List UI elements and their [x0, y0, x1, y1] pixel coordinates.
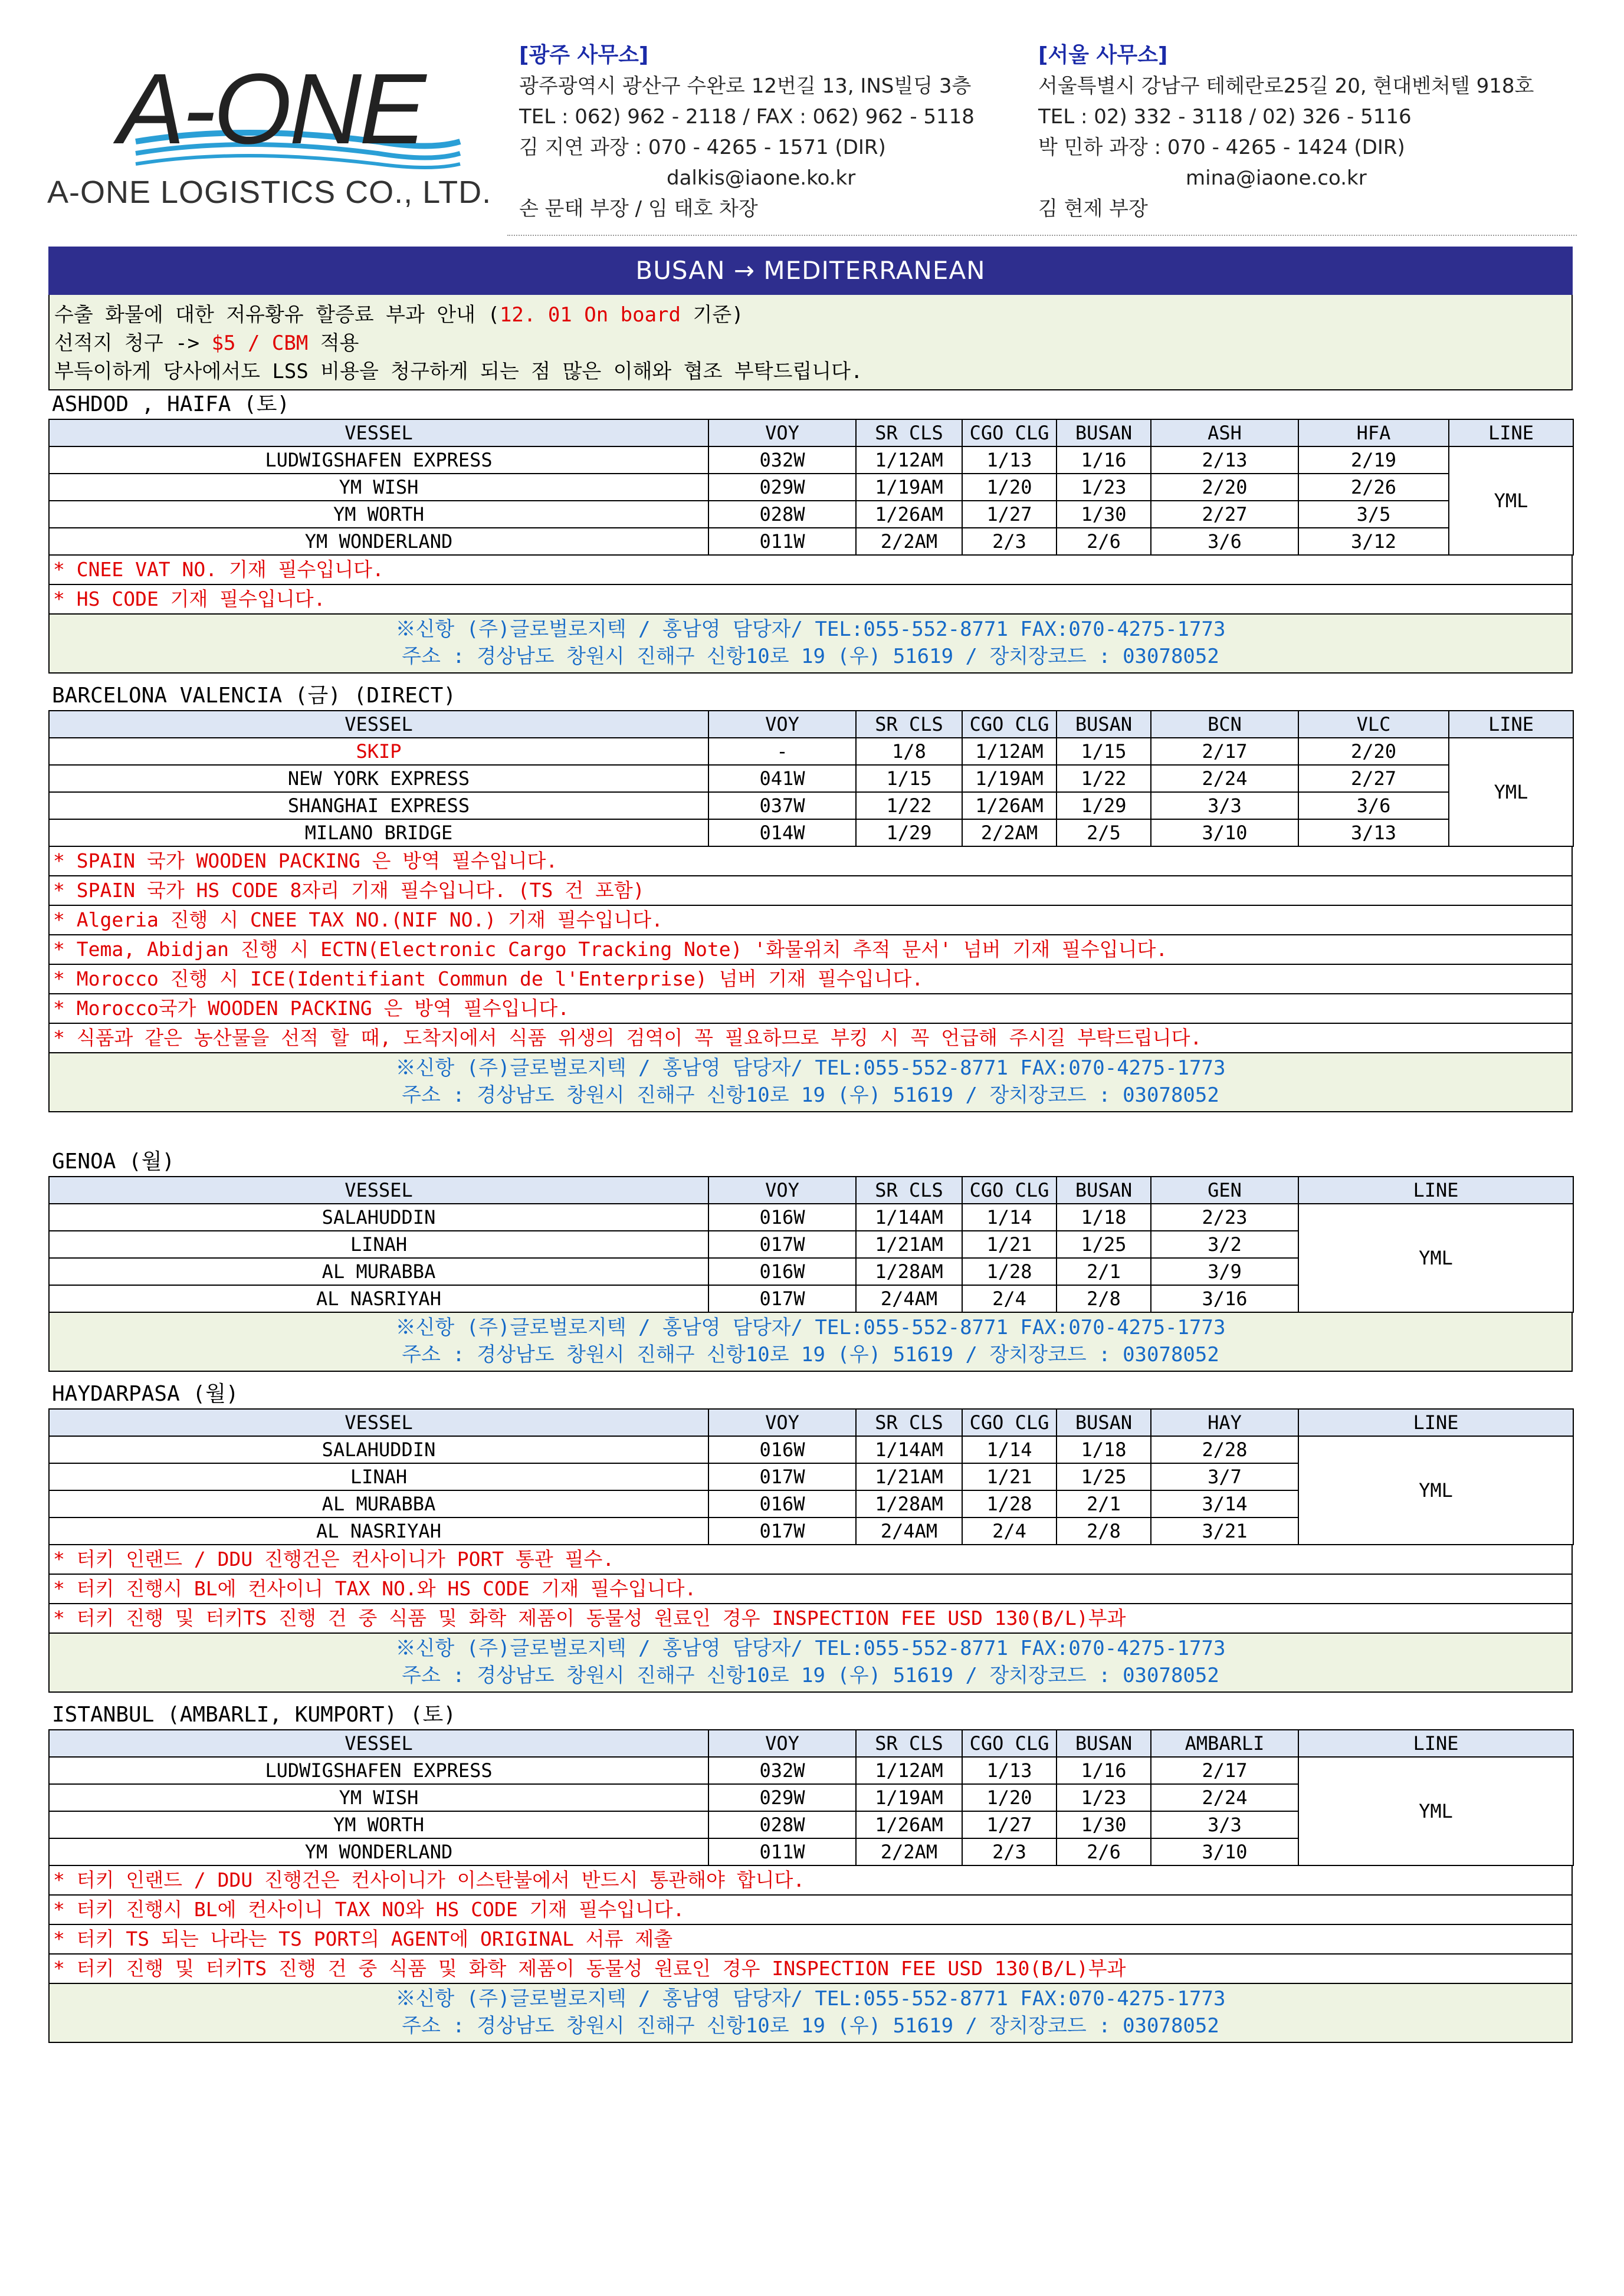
vlc-cell: 3/13	[1298, 819, 1449, 846]
note-row: * Morocco 진행 시 ICE(Identifiant Commun de l'Enterprise) 넘버 기재 필수입니다.	[48, 965, 1573, 994]
col-header: BUSAN	[1057, 419, 1151, 446]
sr-cls-cell: 1/19AM	[856, 474, 962, 501]
schedule-table	[48, 1176, 1574, 1313]
office-address: 서울특별시 강남구 테헤란로25길 20, 현대벤처텔 918호	[1038, 74, 1534, 98]
busan-cell: 1/30	[1057, 1811, 1151, 1838]
note-row: * Morocco국가 WOODEN PACKING 은 방역 필수입니다.	[48, 994, 1573, 1024]
busan-cell: 2/8	[1057, 1285, 1151, 1312]
col-header: CGO CLG	[962, 419, 1057, 446]
voy-cell: 017W	[708, 1231, 856, 1258]
cgo-clg-cell: 1/12AM	[962, 738, 1057, 765]
col-header: SR CLS	[856, 1409, 962, 1436]
ambarli-cell: 3/10	[1151, 1838, 1298, 1865]
contact-line-2: 주소 : 경상남도 창원시 진해구 신항10로 19 (우) 51619 / 장치장코드 : 03078052	[402, 1083, 1219, 1107]
gen-cell: 3/9	[1151, 1258, 1298, 1285]
busan-cell: 1/25	[1057, 1463, 1151, 1490]
cgo-clg-cell: 2/3	[962, 1838, 1057, 1865]
col-header: VOY	[708, 419, 856, 446]
busan-cell: 1/29	[1057, 792, 1151, 819]
note-row: * SPAIN 국가 WOODEN PACKING 은 방역 필수입니다.	[48, 847, 1573, 876]
seoul-office	[1038, 40, 1534, 224]
note-row: * 터키 진행 및 터키TS 진행 건 중 식품 및 화학 제품이 동물성 원료인 경우 INSPECTION FEE USD 130(B/L)부과	[48, 1604, 1573, 1634]
sr-cls-cell: 2/4AM	[856, 1517, 962, 1545]
contact-box	[48, 1313, 1573, 1372]
busan-cell: 1/16	[1057, 1757, 1151, 1784]
cgo-clg-cell: 1/20	[962, 1784, 1057, 1811]
voy-cell: 016W	[708, 1258, 856, 1285]
contact-box	[48, 1634, 1573, 1693]
sr-cls-cell: 1/22	[856, 792, 962, 819]
hfa-cell: 3/5	[1298, 501, 1449, 528]
cgo-clg-cell: 2/2AM	[962, 819, 1057, 846]
logo-subtitle: A-ONE LOGISTICS CO., LTD.	[47, 175, 492, 210]
vessel-cell: MILANO BRIDGE	[49, 819, 708, 846]
busan-cell: 1/22	[1057, 765, 1151, 792]
cgo-clg-cell: 1/21	[962, 1463, 1057, 1490]
vessel-cell: AL NASRIYAH	[49, 1517, 708, 1545]
letterhead	[0, 0, 1624, 242]
sr-cls-cell: 1/14AM	[856, 1204, 962, 1231]
vessel-cell: AL MURABBA	[49, 1258, 708, 1285]
cgo-clg-cell: 2/4	[962, 1517, 1057, 1545]
sr-cls-cell: 1/19AM	[856, 1784, 962, 1811]
contact-line-1: ※신항 (주)글로벌로지텍 / 홍남영 담당자/ TEL:055-552-8771 FAX:070-4275-1773	[395, 1056, 1226, 1080]
note-row: * 터키 진행시 BL에 컨사이니 TAX NO.와 HS CODE 기재 필수입니다.	[48, 1575, 1573, 1604]
header-divider	[507, 235, 1577, 236]
section-title: GENOA (월)	[52, 1149, 175, 1174]
col-header: BUSAN	[1057, 1177, 1151, 1204]
cgo-clg-cell: 1/19AM	[962, 765, 1057, 792]
contact-box	[48, 615, 1573, 674]
sr-cls-cell: 1/12AM	[856, 1757, 962, 1784]
vessel-cell: LINAH	[49, 1231, 708, 1258]
sr-cls-cell: 1/26AM	[856, 501, 962, 528]
busan-cell: 2/8	[1057, 1517, 1151, 1545]
voy-cell: 017W	[708, 1517, 856, 1545]
note-row: * 터키 진행시 BL에 컨사이니 TAX NO와 HS CODE 기재 필수입니다.	[48, 1896, 1573, 1925]
table-row	[49, 765, 1573, 792]
note-row: * 터키 TS 되는 나라는 TS PORT의 AGENT에 ORIGINAL 서류 제출	[48, 1925, 1573, 1955]
cgo-clg-cell: 1/20	[962, 474, 1057, 501]
schedule-table	[48, 419, 1574, 556]
cgo-clg-cell: 1/27	[962, 501, 1057, 528]
voy-cell: 028W	[708, 1811, 856, 1838]
cgo-clg-cell: 1/13	[962, 1757, 1057, 1784]
logo-title: A-ONE	[118, 53, 424, 165]
contact-line-1: ※신항 (주)글로벌로지텍 / 홍남영 담당자/ TEL:055-552-8771 FAX:070-4275-1773	[395, 1987, 1226, 2011]
schedule-table	[48, 710, 1574, 847]
col-header: ASH	[1151, 419, 1298, 446]
sr-cls-cell: 1/21AM	[856, 1231, 962, 1258]
vessel-cell: SKIP	[49, 738, 708, 765]
section-barcelona-valencia	[48, 682, 1573, 1112]
lss-notice	[48, 295, 1573, 390]
bcn-cell: 3/3	[1151, 792, 1298, 819]
hay-cell: 3/7	[1151, 1463, 1298, 1490]
cgo-clg-cell: 1/27	[962, 1811, 1057, 1838]
col-header: VOY	[708, 1409, 856, 1436]
col-header: BUSAN	[1057, 1730, 1151, 1757]
cgo-clg-cell: 1/13	[962, 446, 1057, 474]
schedule-table	[48, 1408, 1574, 1545]
vessel-cell: YM WORTH	[49, 501, 708, 528]
col-header: BUSAN	[1057, 1409, 1151, 1436]
section-ashdod-haifa	[48, 390, 1573, 674]
voy-cell: 032W	[708, 446, 856, 474]
note-row: * 식품과 같은 농산물을 선적 할 때, 도착지에서 식품 위생의 검역이 꼭 필요하므로 부킹 시 꼭 언급해 주시길 부탁드립니다.	[48, 1024, 1573, 1053]
voy-cell: 017W	[708, 1463, 856, 1490]
voy-cell: 011W	[708, 528, 856, 555]
vlc-cell: 3/6	[1298, 792, 1449, 819]
contact-line-2: 주소 : 경상남도 창원시 진해구 신항10로 19 (우) 51619 / 장치장코드 : 03078052	[402, 2014, 1219, 2038]
sr-cls-cell: 1/28AM	[856, 1258, 962, 1285]
vessel-cell: SHANGHAI EXPRESS	[49, 792, 708, 819]
col-header: VESSEL	[49, 1177, 708, 1204]
ambarli-cell: 3/3	[1151, 1811, 1298, 1838]
col-header: LINE	[1449, 711, 1573, 738]
sr-cls-cell: 1/26AM	[856, 1811, 962, 1838]
ash-cell: 2/13	[1151, 446, 1298, 474]
col-header: LINE	[1298, 1730, 1573, 1757]
contact-line-1: ※신항 (주)글로벌로지텍 / 홍남영 담당자/ TEL:055-552-8771 FAX:070-4275-1773	[395, 1637, 1226, 1660]
voy-cell: 014W	[708, 819, 856, 846]
vlc-cell: 2/27	[1298, 765, 1449, 792]
contact-box	[48, 1053, 1573, 1112]
line-cell: YML	[1298, 1204, 1573, 1312]
hay-cell: 3/14	[1151, 1490, 1298, 1517]
col-header: VESSEL	[49, 1730, 708, 1757]
gen-cell: 3/16	[1151, 1285, 1298, 1312]
col-header: VOY	[708, 1177, 856, 1204]
table-row	[49, 819, 1573, 846]
office-staff: 김 현제 부장	[1038, 197, 1148, 221]
vessel-cell: SALAHUDDIN	[49, 1436, 708, 1463]
contact-line-2: 주소 : 경상남도 창원시 진해구 신항10로 19 (우) 51619 / 장치장코드 : 03078052	[402, 1664, 1219, 1687]
vessel-cell: SALAHUDDIN	[49, 1204, 708, 1231]
vessel-cell: NEW YORK EXPRESS	[49, 765, 708, 792]
section-title: ISTANBUL (AMBARLI, KUMPORT) (토)	[52, 1703, 456, 1727]
office-title: [광주 사무소]	[519, 43, 649, 67]
vessel-cell: LUDWIGSHAFEN EXPRESS	[49, 446, 708, 474]
contact-line-1: ※신항 (주)글로벌로지텍 / 홍남영 담당자/ TEL:055-552-8771 FAX:070-4275-1773	[395, 1316, 1226, 1339]
note-row: * CNEE VAT NO. 기재 필수입니다.	[48, 556, 1573, 585]
line-cell: YML	[1298, 1436, 1573, 1545]
ambarli-cell: 2/24	[1151, 1784, 1298, 1811]
table-row	[49, 738, 1573, 765]
col-header: AMBARLI	[1151, 1730, 1298, 1757]
sr-cls-cell: 1/15	[856, 765, 962, 792]
vessel-cell: YM WISH	[49, 474, 708, 501]
bcn-cell: 2/17	[1151, 738, 1298, 765]
section-istanbul	[48, 1701, 1573, 2043]
busan-cell: 2/5	[1057, 819, 1151, 846]
sr-cls-cell: 1/12AM	[856, 446, 962, 474]
busan-cell: 1/25	[1057, 1231, 1151, 1258]
vessel-cell: AL NASRIYAH	[49, 1285, 708, 1312]
contact-box	[48, 1984, 1573, 2043]
office-manager: 박 민하 과장 : 070 - 4265 - 1424 (DIR)	[1038, 136, 1405, 159]
section-haydarpasa	[48, 1380, 1573, 1693]
voy-cell: 029W	[708, 474, 856, 501]
col-header: LINE	[1449, 419, 1573, 446]
section-title: BARCELONA VALENCIA (금) (DIRECT)	[52, 684, 456, 708]
busan-cell: 1/23	[1057, 474, 1151, 501]
sr-cls-cell: 2/4AM	[856, 1285, 962, 1312]
table-row	[49, 1757, 1573, 1784]
col-header: VOY	[708, 1730, 856, 1757]
cgo-clg-cell: 1/14	[962, 1204, 1057, 1231]
sr-cls-cell: 2/2AM	[856, 528, 962, 555]
vessel-cell: YM WONDERLAND	[49, 1838, 708, 1865]
bcn-cell: 2/24	[1151, 765, 1298, 792]
voy-cell: 016W	[708, 1436, 856, 1463]
hfa-cell: 3/12	[1298, 528, 1449, 555]
col-header: VLC	[1298, 711, 1449, 738]
busan-cell: 2/1	[1057, 1258, 1151, 1285]
col-header: VOY	[708, 711, 856, 738]
voy-cell: 011W	[708, 1838, 856, 1865]
vlc-cell: 2/20	[1298, 738, 1449, 765]
sr-cls-cell: 1/14AM	[856, 1436, 962, 1463]
office-staff: 손 문태 부장 / 임 태호 차장	[519, 197, 758, 221]
vessel-cell: LUDWIGSHAFEN EXPRESS	[49, 1757, 708, 1784]
section-title: ASHDOD , HAIFA (토)	[52, 392, 290, 416]
col-header: VESSEL	[49, 1409, 708, 1436]
ambarli-cell: 2/17	[1151, 1757, 1298, 1784]
note-row: * 터키 인랜드 / DDU 진행건은 컨사이니가 PORT 통관 필수.	[48, 1545, 1573, 1575]
sr-cls-cell: 1/28AM	[856, 1490, 962, 1517]
office-tel: TEL : 062) 962 - 2118 / FAX : 062) 962 - 5118	[519, 105, 975, 129]
col-header: LINE	[1298, 1409, 1573, 1436]
col-header: SR CLS	[856, 1177, 962, 1204]
table-header-row	[49, 711, 1573, 738]
voy-cell: 029W	[708, 1784, 856, 1811]
table-header-row	[49, 419, 1573, 446]
schedule-table	[48, 1729, 1574, 1866]
voy-cell: 041W	[708, 765, 856, 792]
office-email[interactable]: dalkis@iaone.ko.kr	[667, 166, 856, 190]
voy-cell: 028W	[708, 501, 856, 528]
busan-cell: 2/6	[1057, 528, 1151, 555]
hfa-cell: 2/26	[1298, 474, 1449, 501]
vessel-cell: YM WORTH	[49, 1811, 708, 1838]
busan-cell: 1/18	[1057, 1436, 1151, 1463]
note-row: * Algeria 진행 시 CNEE TAX NO.(NIF NO.) 기재 필수입니다.	[48, 906, 1573, 935]
voy-cell: 017W	[708, 1285, 856, 1312]
col-header: HFA	[1298, 419, 1449, 446]
table-row	[49, 1436, 1573, 1463]
hay-cell: 2/28	[1151, 1436, 1298, 1463]
route-banner: BUSAN → MEDITERRANEAN	[48, 247, 1573, 295]
col-header: CGO CLG	[962, 711, 1057, 738]
ash-cell: 2/20	[1151, 474, 1298, 501]
gen-cell: 3/2	[1151, 1231, 1298, 1258]
office-address: 광주광역시 광산구 수완로 12번길 13, INS빌딩 3층	[519, 74, 972, 98]
notice-line-1: 수출 화물에 대한 저유황유 할증료 부과 안내 (12. 01 On board 기준)	[54, 303, 744, 327]
col-header: CGO CLG	[962, 1177, 1057, 1204]
ash-cell: 3/6	[1151, 528, 1298, 555]
line-cell: YML	[1298, 1757, 1573, 1865]
note-row: * 터키 인랜드 / DDU 진행건은 컨사이니가 이스탄불에서 반드시 통관해야 합니다.	[48, 1866, 1573, 1896]
contact-line-2: 주소 : 경상남도 창원시 진해구 신항10로 19 (우) 51619 / 장치장코드 : 03078052	[402, 1343, 1219, 1367]
sr-cls-cell: 2/2AM	[856, 1838, 962, 1865]
line-cell: YML	[1449, 446, 1573, 555]
vessel-cell: LINAH	[49, 1463, 708, 1490]
col-header: VESSEL	[49, 711, 708, 738]
vessel-cell: YM WISH	[49, 1784, 708, 1811]
col-header: BCN	[1151, 711, 1298, 738]
contact-line-2: 주소 : 경상남도 창원시 진해구 신항10로 19 (우) 51619 / 장치장코드 : 03078052	[402, 645, 1219, 668]
busan-cell: 2/6	[1057, 1838, 1151, 1865]
voy-cell: -	[708, 738, 856, 765]
cgo-clg-cell: 1/14	[962, 1436, 1057, 1463]
voy-cell: 037W	[708, 792, 856, 819]
col-header: LINE	[1298, 1177, 1573, 1204]
table-header-row	[49, 1730, 1573, 1757]
table-row	[49, 474, 1573, 501]
table-row	[49, 501, 1573, 528]
col-header: HAY	[1151, 1409, 1298, 1436]
busan-cell: 1/18	[1057, 1204, 1151, 1231]
contact-line-1: ※신항 (주)글로벌로지텍 / 홍남영 담당자/ TEL:055-552-8771 FAX:070-4275-1773	[395, 617, 1226, 641]
sr-cls-cell: 1/8	[856, 738, 962, 765]
busan-cell: 1/30	[1057, 501, 1151, 528]
cgo-clg-cell: 1/26AM	[962, 792, 1057, 819]
line-cell: YML	[1449, 738, 1573, 846]
note-row: * SPAIN 국가 HS CODE 8자리 기재 필수입니다. (TS 건 포함)	[48, 876, 1573, 906]
col-header: SR CLS	[856, 711, 962, 738]
office-tel: TEL : 02) 332 - 3118 / 02) 326 - 5116	[1038, 105, 1412, 129]
office-manager: 김 지연 과장 : 070 - 4265 - 1571 (DIR)	[519, 136, 886, 159]
col-header: SR CLS	[856, 419, 962, 446]
busan-cell: 2/1	[1057, 1490, 1151, 1517]
notice-line-2: 선적지 청구 -> $5 / CBM 적용	[54, 331, 359, 355]
busan-cell: 1/23	[1057, 1784, 1151, 1811]
busan-cell: 1/15	[1057, 738, 1151, 765]
voy-cell: 032W	[708, 1757, 856, 1784]
table-header-row	[49, 1177, 1573, 1204]
busan-cell: 1/16	[1057, 446, 1151, 474]
schedule-content	[48, 295, 1573, 2043]
table-row	[49, 1204, 1573, 1231]
col-header: CGO CLG	[962, 1730, 1057, 1757]
sr-cls-cell: 1/29	[856, 819, 962, 846]
table-header-row	[49, 1409, 1573, 1436]
cgo-clg-cell: 1/21	[962, 1231, 1057, 1258]
col-header: SR CLS	[856, 1730, 962, 1757]
col-header: VESSEL	[49, 419, 708, 446]
ash-cell: 2/27	[1151, 501, 1298, 528]
table-row	[49, 792, 1573, 819]
col-header: CGO CLG	[962, 1409, 1057, 1436]
voy-cell: 016W	[708, 1490, 856, 1517]
table-row	[49, 446, 1573, 474]
gen-cell: 2/23	[1151, 1204, 1298, 1231]
sr-cls-cell: 1/21AM	[856, 1463, 962, 1490]
office-email[interactable]: mina@iaone.co.kr	[1186, 166, 1367, 190]
voy-cell: 016W	[708, 1204, 856, 1231]
notice-line-3: 부득이하게 당사에서도 LSS 비용을 청구하게 되는 점 많은 이해와 협조 부탁드립니다.	[54, 360, 863, 383]
section-title: HAYDARPASA (월)	[52, 1382, 239, 1406]
office-title: [서울 사무소]	[1038, 43, 1168, 67]
note-row: * Tema, Abidjan 진행 시 ECTN(Electronic Cargo Tracking Note) '화물위치 추적 문서' 넘버 기재 필수입니다.	[48, 935, 1573, 965]
cgo-clg-cell: 2/3	[962, 528, 1057, 555]
section-genoa	[48, 1148, 1573, 1372]
vessel-cell: AL MURABBA	[49, 1490, 708, 1517]
vessel-cell: YM WONDERLAND	[49, 528, 708, 555]
bcn-cell: 3/10	[1151, 819, 1298, 846]
cgo-clg-cell: 1/28	[962, 1490, 1057, 1517]
gwangju-office	[519, 40, 975, 224]
company-logo	[47, 53, 496, 224]
cgo-clg-cell: 2/4	[962, 1285, 1057, 1312]
table-row	[49, 528, 1573, 555]
col-header: BUSAN	[1057, 711, 1151, 738]
hfa-cell: 2/19	[1298, 446, 1449, 474]
note-row: * HS CODE 기재 필수입니다.	[48, 585, 1573, 615]
col-header: GEN	[1151, 1177, 1298, 1204]
hay-cell: 3/21	[1151, 1517, 1298, 1545]
note-row: * 터키 진행 및 터키TS 진행 건 중 식품 및 화학 제품이 동물성 원료인 경우 INSPECTION FEE USD 130(B/L)부과	[48, 1955, 1573, 1984]
cgo-clg-cell: 1/28	[962, 1258, 1057, 1285]
